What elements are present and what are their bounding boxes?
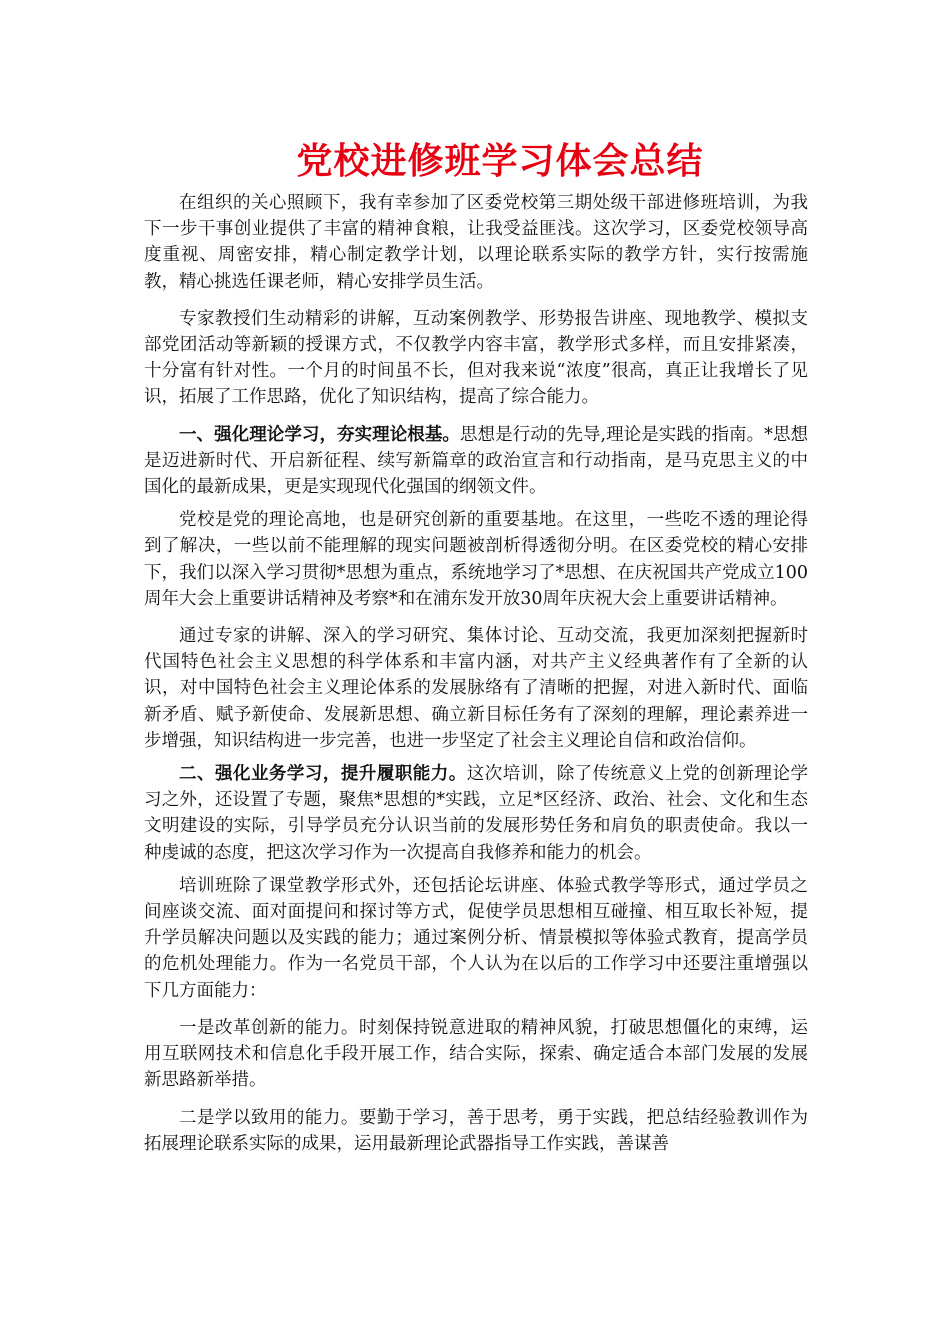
section-1-paragraph <box>144 422 808 501</box>
paragraph-text: 专家教授们生动精彩的讲解，互动案例教学、形势报告讲座、现地教学、模拟支部党团活动等新颖的授课方式，不仅教学内容丰富，教学形式多样，而且安排紧凑，十分富有针对性。一个月的时间虽不长，但对我来说“浓度”很高，真正让我增长了见识，拓展了工作思路，优化了知识结构，提高了综合能力。 <box>144 308 808 408</box>
document-body <box>144 190 808 1168</box>
paragraph-text: 二是学以致用的能力。要勤于学习，善于思考，勇于实践，把总结经验教训作为拓展理论联系实际的成果，运用最新理论武器指导工作实践，善谋善 <box>144 1107 808 1154</box>
paragraph-text: 思想是行动的先导,理论是实践的指南。*思想是迈进新时代、开启新征程、续写新篇章的政治宣言和行动指南，是马克思主义的中国化的最新成果，更是实现现代化强国的纲领文件。 <box>144 424 809 498</box>
paragraph-2 <box>144 306 808 411</box>
paragraph-text: 培训班除了课堂教学形式外，还包括论坛讲座、体验式教学等形式，通过学员之间座谈交流、面对面提问和探讨等方式，促使学员思想相互碰撞、相互取长补短，提升学员解决问题以及实践的能力；通过案例分析、情景模拟等体验式教育，提高学员的危机处理能力。作为一名党员干部，个人认为在以后的工作学习中还要注重增强以下几方面能力： <box>144 875 808 1001</box>
paragraph-8 <box>144 1015 808 1094</box>
document-title: 党校进修班学习体会总结 <box>296 140 704 182</box>
section-heading-1: 一、强化理论学习，夯实理论根基。 <box>179 424 460 445</box>
section-heading-2: 二、强化业务学习，提升履职能力。 <box>179 764 467 785</box>
paragraph-5 <box>144 623 808 754</box>
paragraph-text: 在组织的关心照顾下，我有幸参加了区委党校第三期处级干部进修班培训，为我下一步干事创业提供了丰富的精神食粮，让我受益匪浅。这次学习，区委党校领导高度重视、周密安排，精心制定教学计划，以理论联系实际的教学方针，实行按需施教，精心挑选任课老师，精心安排学员生活。 <box>144 193 808 292</box>
paragraph-text: 一是改革创新的能力。时刻保持锐意进取的精神风貌，打破思想僵化的束缚，运用互联网技术和信息化手段开展工作，结合实际，探索、确定适合本部门发展的发展新思路新举措。 <box>144 1017 808 1091</box>
paragraph-text: 通过专家的讲解、深入的学习研究、集体讨论、互动交流，我更加深刻把握新时代国特色社会主义思想的科学体系和丰富内涵，对共产主义经典著作有了全新的认识，对中国特色社会主义理论体系的发展脉络有了清晰的把握，对进入新时代、面临新矛盾、赋予新使命、发展新思想、确立新目标任务有了深刻的理解，理论素养进一步增强，知识结构进一步完善，也进一步坚定了社会主义理论自信和政治信仰。 <box>144 626 808 751</box>
paragraph-text: 这次培训，除了传统意义上党的创新理论学习之外，还设置了专题，聚焦*思想的*实践，立足*区经济、政治、社会、文化和生态文明建设的实际，引导学员充分认识当前的发展形势任务和肩负的职责使命。我以一种虔诚的态度，把这次学习作为一次提高自我修养和能力的机会。 <box>144 764 808 863</box>
section-2-paragraph <box>144 761 808 866</box>
paragraph-7 <box>144 873 808 1004</box>
paragraph-4 <box>144 507 808 612</box>
paragraph-text: 党校是党的理论高地，也是研究创新的重要基地。在这里，一些吃不透的理论得到了解决，一些以前不能理解的现实问题被剖析得透彻分明。在区委党校的精心安排下，我们以深入学习贯彻*思想为重点，系统地学习了*思想、在庆祝国共产党成立100周年大会上重要讲话精神及考察*和在浦东发开放30周年庆祝大会上重要讲话精神。 <box>144 510 808 609</box>
paragraph-9 <box>144 1105 808 1157</box>
paragraph-1 <box>144 190 808 295</box>
